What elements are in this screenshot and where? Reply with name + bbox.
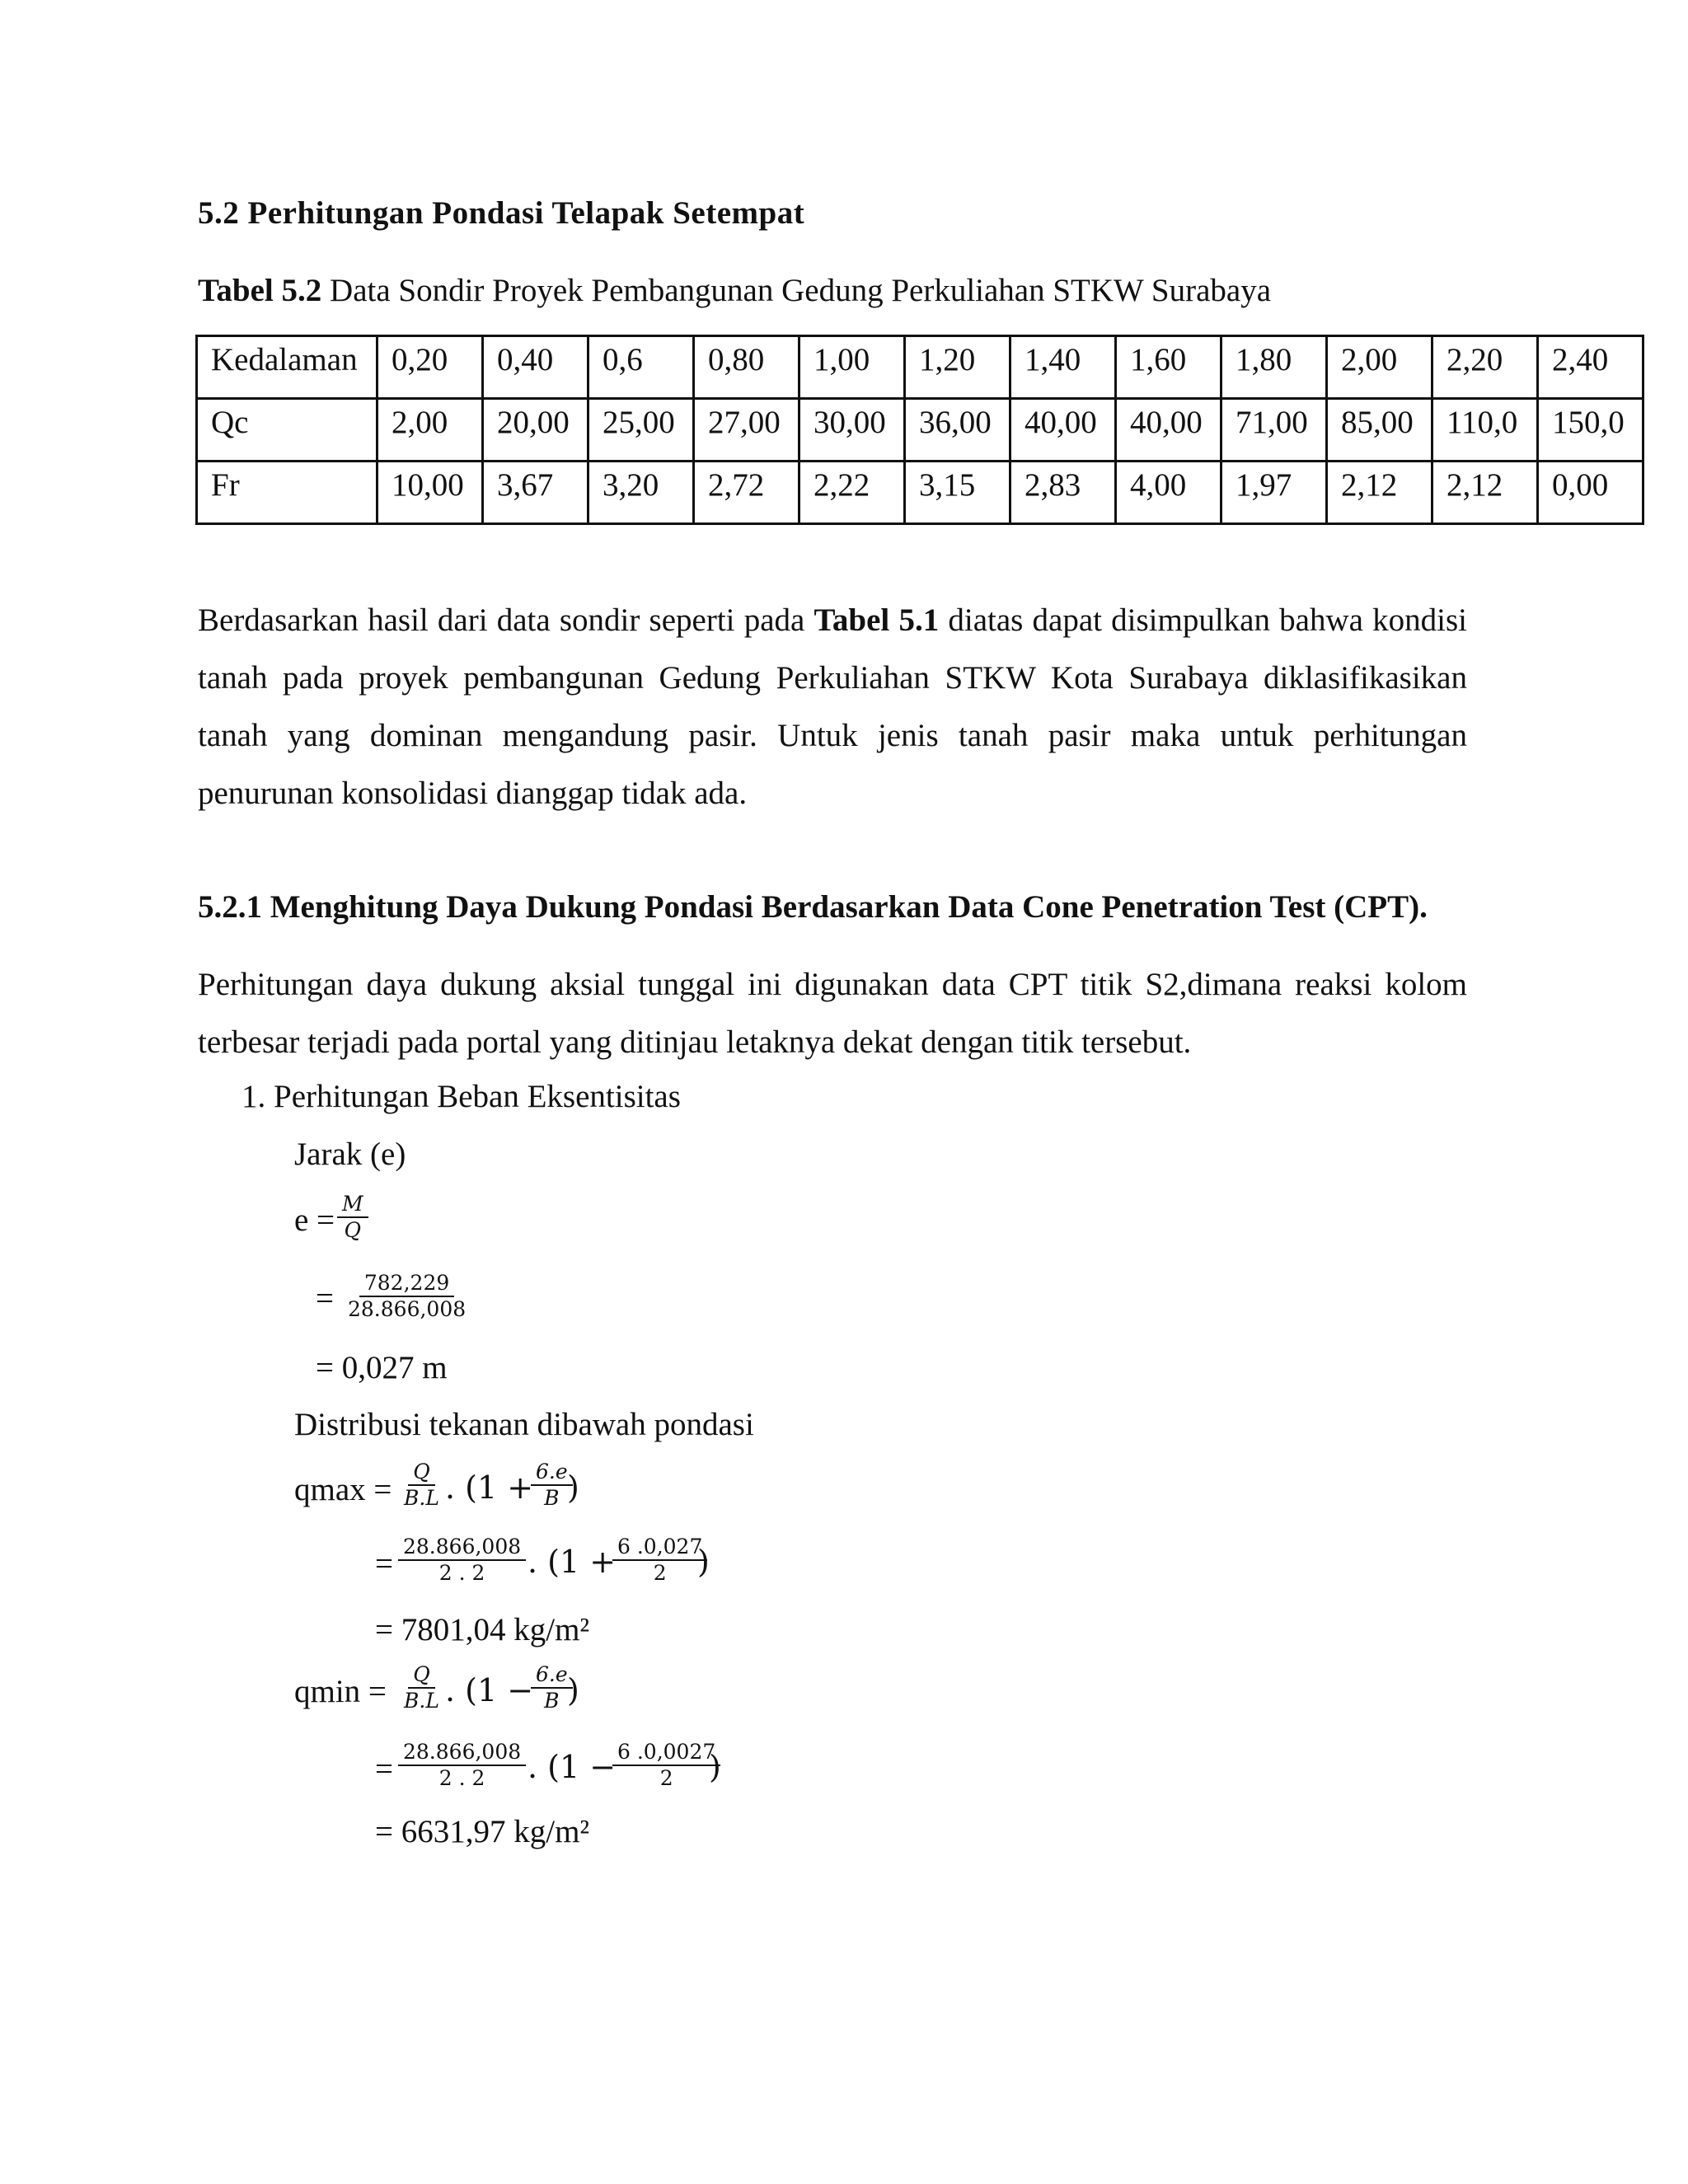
qmin-e-num: 6.e	[531, 1662, 573, 1689]
table-cell: 0,20	[377, 336, 483, 399]
qmax-e-value-fraction	[612, 1535, 707, 1586]
qmin-e-value-num: 6 .0,0027	[612, 1740, 720, 1766]
table-cell: 2,83	[1010, 462, 1116, 524]
qmin-q-num: Q	[408, 1662, 435, 1689]
qmax-e-value-num: 6 .0,027	[612, 1535, 707, 1561]
qmax-mid: . (1 +	[445, 1469, 534, 1506]
qmax-lhs: qmax =	[294, 1472, 392, 1507]
list-item-1: 1. Perhitungan Beban Eksentisitas	[241, 1079, 681, 1114]
qmax-value-den: 2 . 2	[438, 1561, 485, 1585]
qmax-q-fraction	[399, 1460, 444, 1511]
table-cell: 1,60	[1116, 336, 1221, 399]
table-cell: 2,72	[694, 462, 799, 524]
table-caption	[198, 272, 1271, 309]
qmin-close: )	[567, 1672, 579, 1708]
table-row-label: Qc	[197, 399, 377, 462]
section-title: 5.2 Perhitungan Pondasi Telapak Setempat	[198, 195, 805, 231]
table-caption-label: Tabel 5.2	[198, 273, 322, 308]
e-lhs: e =	[294, 1202, 335, 1238]
table-cell: 2,20	[1432, 336, 1538, 399]
table-cell: 1,80	[1221, 336, 1327, 399]
e-fraction	[337, 1192, 368, 1243]
table-cell: 3,67	[483, 462, 588, 524]
qmax-result: = 7801,04 kg/m²	[375, 1612, 590, 1647]
table-cell: 2,12	[1432, 462, 1538, 524]
qmax-e-value-den: 2	[653, 1561, 667, 1585]
e-eq: =	[316, 1281, 334, 1316]
table-row	[197, 462, 1643, 524]
paragraph-soil-conclusion	[198, 592, 1467, 823]
table-cell: 0,80	[694, 336, 799, 399]
paragraph1-table-ref: Tabel 5.1	[814, 602, 940, 638]
table-row-label: Kedalaman	[197, 336, 377, 399]
e-value-denominator: 28.866,008	[348, 1297, 467, 1321]
table-cell: 10,00	[377, 462, 483, 524]
qmax-q-num: Q	[408, 1460, 435, 1486]
table-cell: 2,22	[799, 462, 905, 524]
qmax-value-num: 28.866,008	[398, 1535, 526, 1561]
table-cell: 40,00	[1116, 399, 1221, 462]
e-value-fraction	[343, 1271, 471, 1322]
table-cell: 0,6	[588, 336, 694, 399]
table-cell: 1,97	[1221, 462, 1327, 524]
table-cell: 0,00	[1538, 462, 1643, 524]
table-row	[197, 399, 1643, 462]
table-cell: 2,00	[1327, 336, 1432, 399]
table-cell: 1,40	[1010, 336, 1116, 399]
table-cell: 27,00	[694, 399, 799, 462]
paragraph-cpt-intro: Perhitungan daya dukung aksial tunggal ini digunakan data CPT titik S2,dimana reaksi kolom terbesar terjadi pada portal yang ditinjau letaknya dekat dengan titik tersebut.	[198, 967, 1467, 1060]
qmax-value-fraction	[398, 1535, 526, 1586]
qmin-q-den: B.L	[404, 1689, 439, 1713]
qmin-e-value-fraction	[612, 1740, 720, 1791]
table-cell: 1,00	[799, 336, 905, 399]
qmin-result: = 6631,97 kg/m²	[375, 1814, 590, 1849]
qmax-close: )	[567, 1469, 579, 1506]
qmax-q-den: B.L	[404, 1486, 439, 1510]
qmin-q-fraction	[399, 1662, 444, 1713]
table-cell: 4,00	[1116, 462, 1221, 524]
e-result: = 0,027 m	[316, 1350, 448, 1385]
table-cell: 2,00	[377, 399, 483, 462]
qmin-e-value-den: 2	[659, 1766, 673, 1790]
qmin-eq: =	[375, 1751, 393, 1787]
table-caption-text: Data Sondir Proyek Pembangunan Gedung Perkuliahan STKW Surabaya	[321, 273, 1271, 308]
qmin-lhs: qmin =	[294, 1674, 387, 1709]
table-cell: 1,20	[905, 336, 1010, 399]
qmax-mid2: . (1 +	[528, 1544, 617, 1580]
table-cell: 2,12	[1327, 462, 1432, 524]
e-denominator: Q	[344, 1218, 362, 1242]
table-row-label: Fr	[197, 462, 377, 524]
table-cell: 0,40	[483, 336, 588, 399]
qmax-e-den: B	[544, 1486, 560, 1510]
table-cell: 25,00	[588, 399, 694, 462]
sondir-table	[195, 335, 1644, 525]
table-cell: 36,00	[905, 399, 1010, 462]
table-cell: 40,00	[1010, 399, 1116, 462]
e-value-numerator: 782,229	[359, 1271, 454, 1297]
subsection-title: 5.2.1 Menghitung Daya Dukung Pondasi Berdasarkan Data Cone Penetration Test (CPT).	[198, 889, 1428, 925]
table-row	[197, 336, 1643, 399]
qmin-close2: )	[709, 1749, 721, 1785]
jarak-label: Jarak (e)	[294, 1137, 406, 1172]
table-cell: 71,00	[1221, 399, 1327, 462]
table-cell: 3,20	[588, 462, 694, 524]
paragraph1-after: diatas dapat disimpulkan bahwa kondisi tanah pada proyek pembangunan Gedung Perkuliahan STKW Kota Surabaya diklasifikasikan tanah yang dominan mengandung pasir. Untuk jenis tanah pasir maka untuk perhitungan penurunan konsolidasi dianggap tidak ada.	[198, 602, 1467, 811]
distribusi-label: Distribusi tekanan dibawah pondasi	[294, 1407, 754, 1442]
qmin-value-den: 2 . 2	[438, 1766, 485, 1790]
qmax-eq: =	[375, 1546, 393, 1582]
qmin-mid: . (1 −	[445, 1672, 534, 1708]
table-cell: 150,0	[1538, 399, 1643, 462]
qmin-value-num: 28.866,008	[398, 1740, 526, 1766]
qmax-e-num: 6.e	[531, 1460, 573, 1486]
table-cell: 85,00	[1327, 399, 1432, 462]
table-cell: 2,40	[1538, 336, 1643, 399]
paragraph1-before: Berdasarkan hasil dari data sondir seperti pada	[198, 602, 814, 638]
table-cell: 110,0	[1432, 399, 1538, 462]
qmin-e-den: B	[544, 1689, 560, 1713]
table-cell: 30,00	[799, 399, 905, 462]
qmin-mid2: . (1 −	[528, 1749, 617, 1785]
e-numerator: M	[337, 1192, 368, 1218]
qmax-close2: )	[697, 1544, 710, 1580]
table-cell: 20,00	[483, 399, 588, 462]
table-cell: 3,15	[905, 462, 1010, 524]
qmin-value-fraction	[398, 1740, 526, 1791]
